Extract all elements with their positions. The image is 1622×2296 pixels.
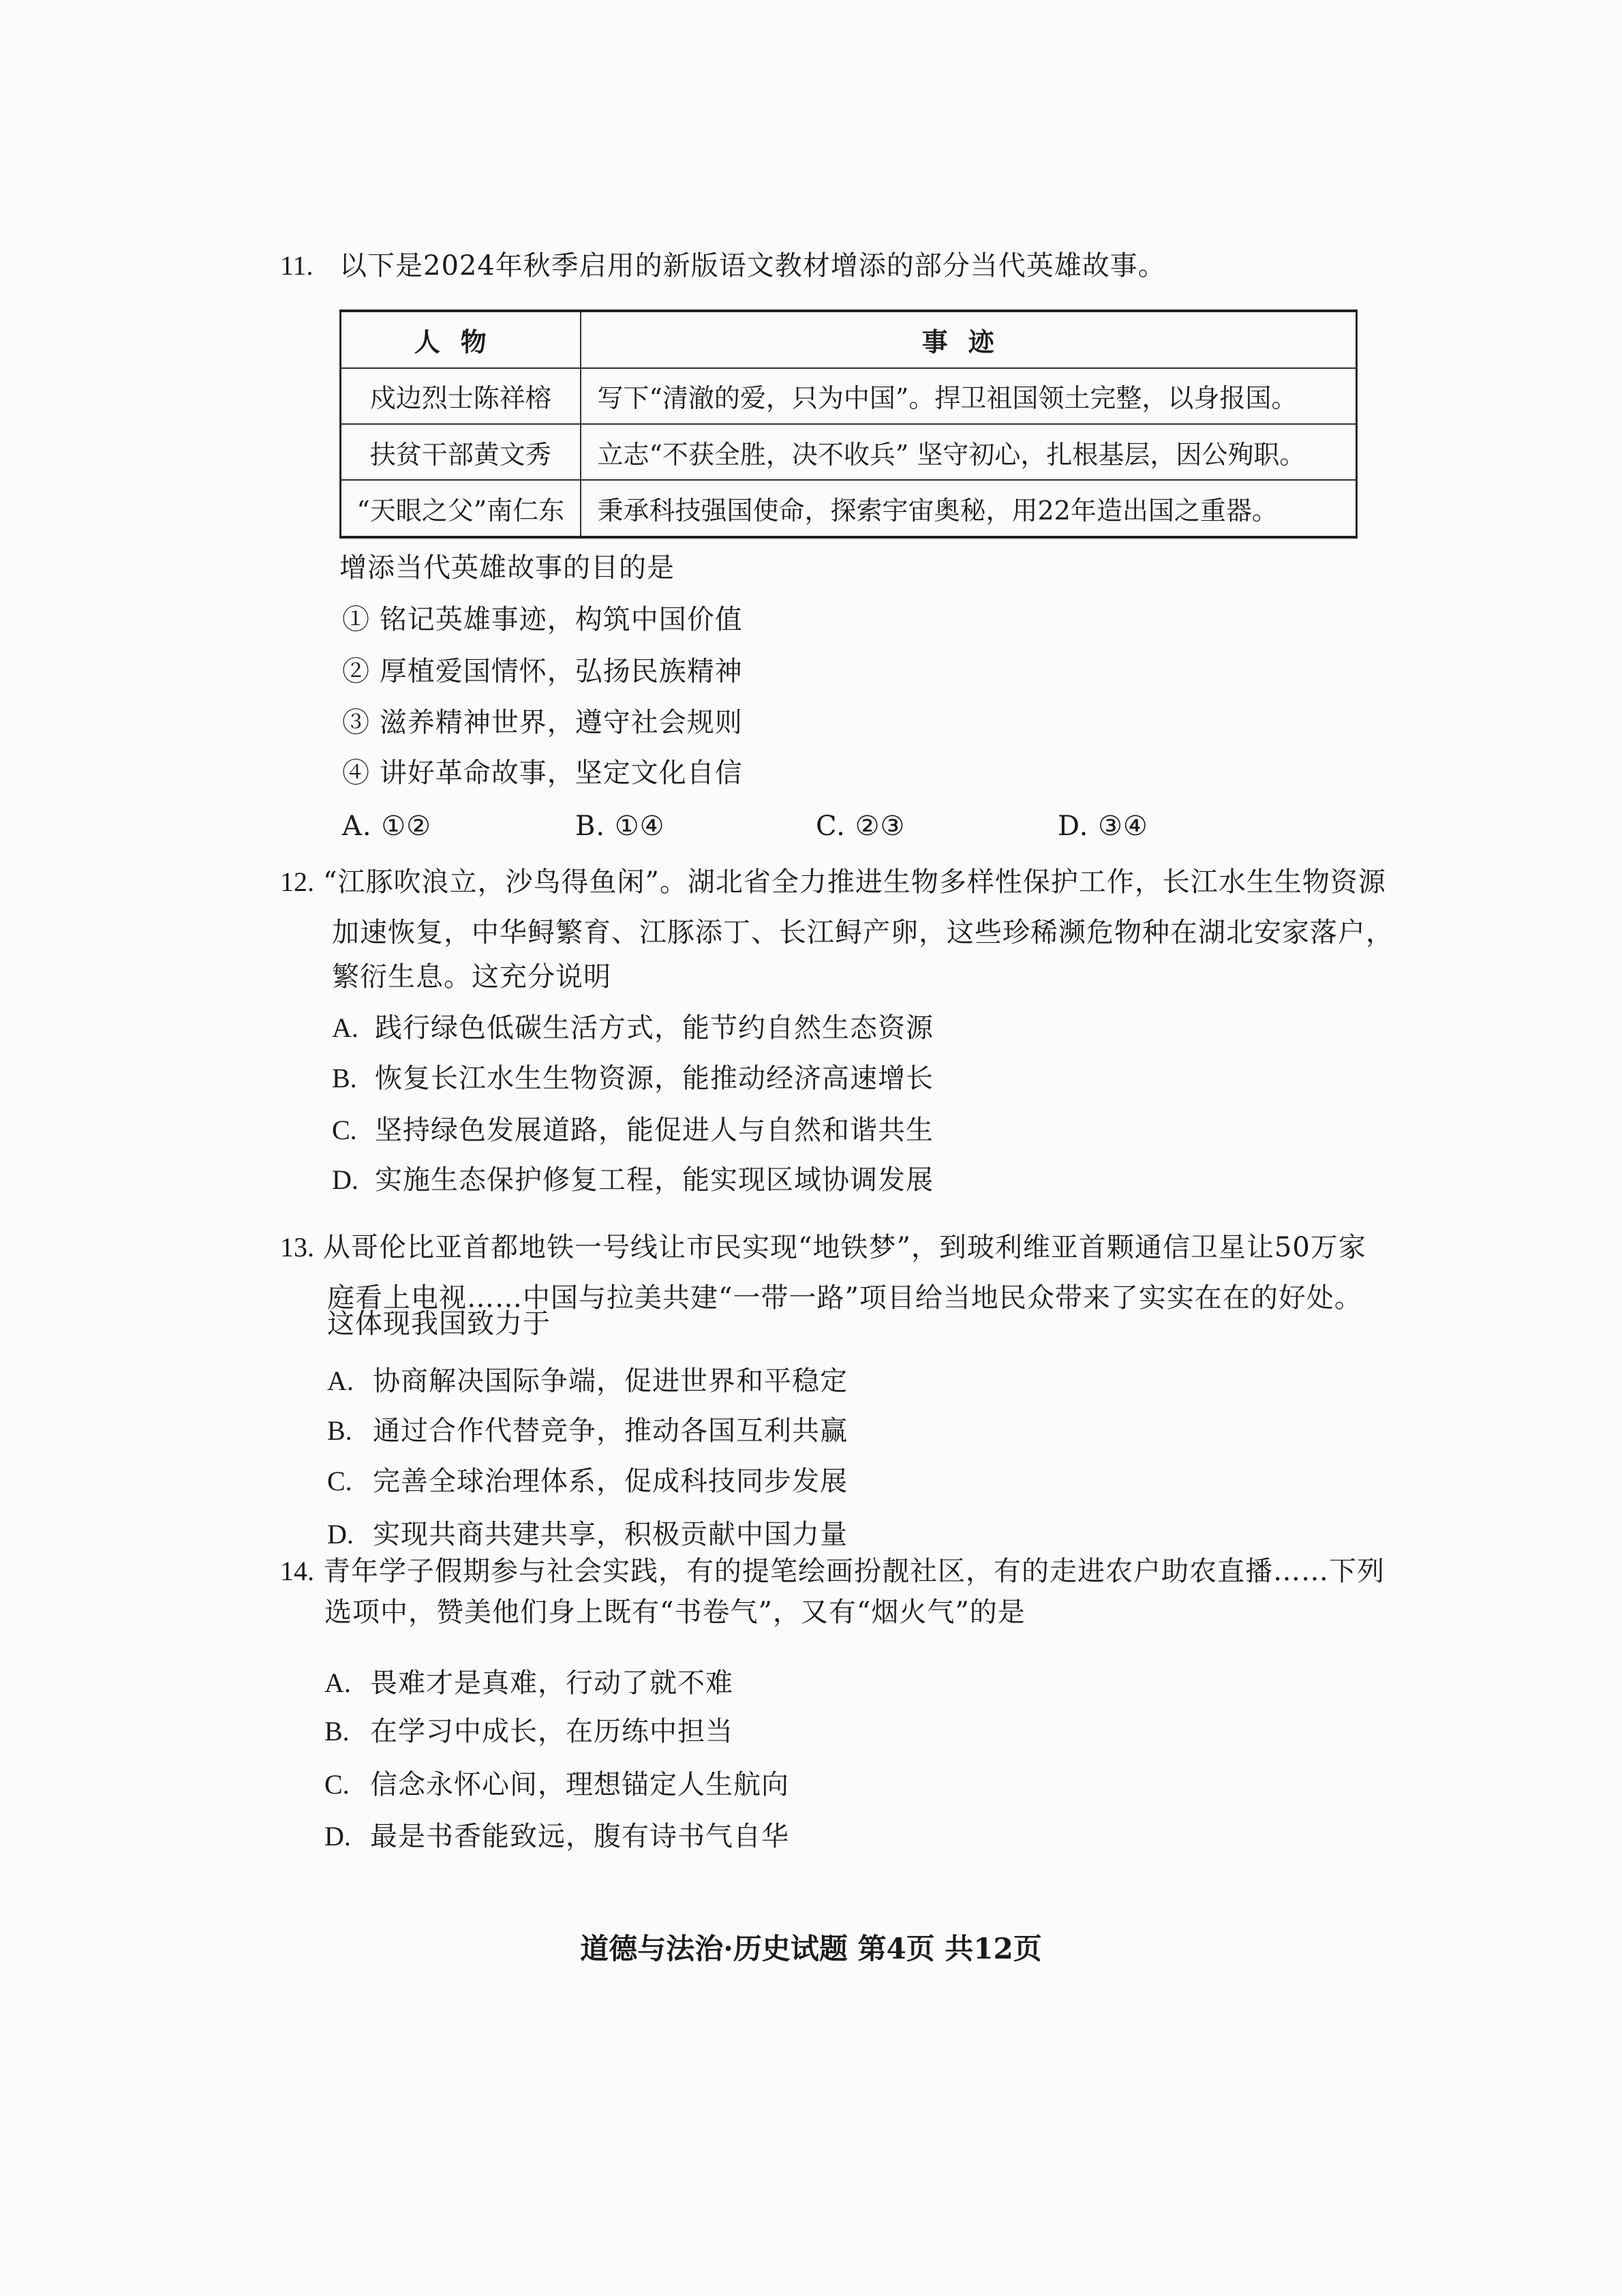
option-letter: D. bbox=[324, 1821, 351, 1852]
option-letter: C. bbox=[327, 1466, 352, 1496]
question-number: 11. bbox=[280, 250, 313, 281]
option-letter: B. bbox=[332, 1063, 357, 1093]
question-prompt: 增添当代英雄故事的目的是 bbox=[339, 552, 675, 584]
question-stem: 繁衍生息。这充分说明 bbox=[332, 961, 611, 993]
option-text: 畏难才是真难，行动了就不难 bbox=[370, 1667, 733, 1699]
statement-item: ① 铭记英雄事迹，构筑中国价值 bbox=[342, 604, 743, 635]
table-row bbox=[341, 424, 1357, 480]
statement-item: ④ 讲好革命故事，坚定文化自信 bbox=[342, 757, 743, 789]
question-stem: 以下是2024年秋季启用的新版语文教材增添的部分当代英雄故事。 bbox=[339, 250, 1166, 282]
option-letter: B. bbox=[327, 1415, 352, 1446]
answer-option[interactable]: B. ①④ bbox=[575, 811, 665, 842]
table-row bbox=[341, 480, 1357, 537]
table-header: 人物 bbox=[341, 311, 581, 368]
option-letter: A. bbox=[327, 1365, 354, 1396]
option-text: 坚持绿色发展道路，能促进人与自然和谐共生 bbox=[375, 1115, 934, 1146]
table-cell: “天眼之父”南仁东 bbox=[341, 480, 581, 537]
question-stem: 从哥伦比亚首都地铁一号线让市民实现“地铁梦”，到玻利维亚首颗通信卫星让50万家 bbox=[323, 1232, 1366, 1263]
option-letter: A. bbox=[324, 1667, 351, 1698]
question-stem: 这体现我国致力于 bbox=[327, 1308, 551, 1340]
option-text: 信念永怀心间，理想锚定人生航向 bbox=[370, 1769, 789, 1800]
option-text: 完善全球治理体系，促成科技同步发展 bbox=[373, 1466, 848, 1497]
table-row bbox=[341, 368, 1357, 424]
table-header: 事迹 bbox=[581, 311, 1357, 368]
option-text: 实施生态保护修复工程，能实现区域协调发展 bbox=[375, 1164, 934, 1196]
option-letter: C. bbox=[324, 1769, 350, 1800]
hero-table bbox=[339, 309, 1358, 539]
option-letter: B. bbox=[324, 1716, 350, 1747]
question-number: 14. bbox=[280, 1556, 314, 1586]
question-stem: 选项中，赞美他们身上既有“书卷气”，又有“烟火气”的是 bbox=[324, 1597, 1026, 1628]
option-text: 最是书香能致远，腹有诗书气自华 bbox=[370, 1821, 789, 1852]
question-stem: 庭看上电视……中国与拉美共建“一带一路”项目给当地民众带来了实实在在的好处。 bbox=[327, 1282, 1362, 1314]
table-cell: 秉承科技强国使命，探索宇宙奥秘，用22年造出国之重器。 bbox=[581, 480, 1357, 537]
option-text: 通过合作代替竞争，推动各国互利共赢 bbox=[373, 1415, 848, 1447]
option-letter: A. bbox=[332, 1012, 358, 1043]
table-cell: 戍边烈士陈祥榕 bbox=[341, 368, 581, 424]
question-stem: 加速恢复，中华鲟繁育、江豚添丁、长江鲟产卵，这些珍稀濒危物种在湖北安家落户， bbox=[332, 917, 1394, 948]
answer-option[interactable]: C. ②③ bbox=[816, 811, 906, 842]
answer-option[interactable]: D. ③④ bbox=[1058, 811, 1148, 842]
option-text: 在学习中成长，在历练中担当 bbox=[370, 1716, 733, 1747]
question-number: 12. bbox=[280, 866, 314, 897]
option-text: 践行绿色低碳生活方式，能节约自然生态资源 bbox=[375, 1012, 934, 1044]
option-text: 实现共商共建共享，积极贡献中国力量 bbox=[373, 1519, 848, 1550]
table-cell: 写下“清澈的爱，只为中国”。捍卫祖国领土完整，以身报国。 bbox=[581, 368, 1357, 424]
table-cell: 扶贫干部黄文秀 bbox=[341, 424, 581, 480]
statement-item: ③ 滋养精神世界，遵守社会规则 bbox=[342, 707, 743, 738]
option-letter: D. bbox=[327, 1519, 354, 1550]
table-header-row bbox=[341, 311, 1357, 368]
question-stem: “江豚吹浪立，沙鸟得鱼闲”。湖北省全力推进生物多样性保护工作，长江水生生物资源 bbox=[323, 866, 1386, 898]
option-text: 恢复长江水生生物资源，能推动经济高速增长 bbox=[375, 1063, 934, 1094]
statement-item: ② 厚植爱国情怀，弘扬民族精神 bbox=[342, 656, 743, 687]
answer-option[interactable]: A. ①② bbox=[342, 811, 432, 842]
option-text: 协商解决国际争端，促进世界和平稳定 bbox=[373, 1365, 848, 1397]
option-letter: D. bbox=[332, 1164, 358, 1195]
page-footer: 道德与法治·历史试题 第4页 共12页 bbox=[580, 1932, 1042, 1965]
question-stem: 青年学子假期参与社会实践，有的提笔绘画扮靓社区，有的走进农户助农直播……下列 bbox=[323, 1556, 1385, 1587]
table-cell: 立志“不获全胜，决不收兵” 坚守初心，扎根基层，因公殉职。 bbox=[581, 424, 1357, 480]
option-letter: C. bbox=[332, 1115, 357, 1145]
question-number: 13. bbox=[280, 1232, 314, 1263]
